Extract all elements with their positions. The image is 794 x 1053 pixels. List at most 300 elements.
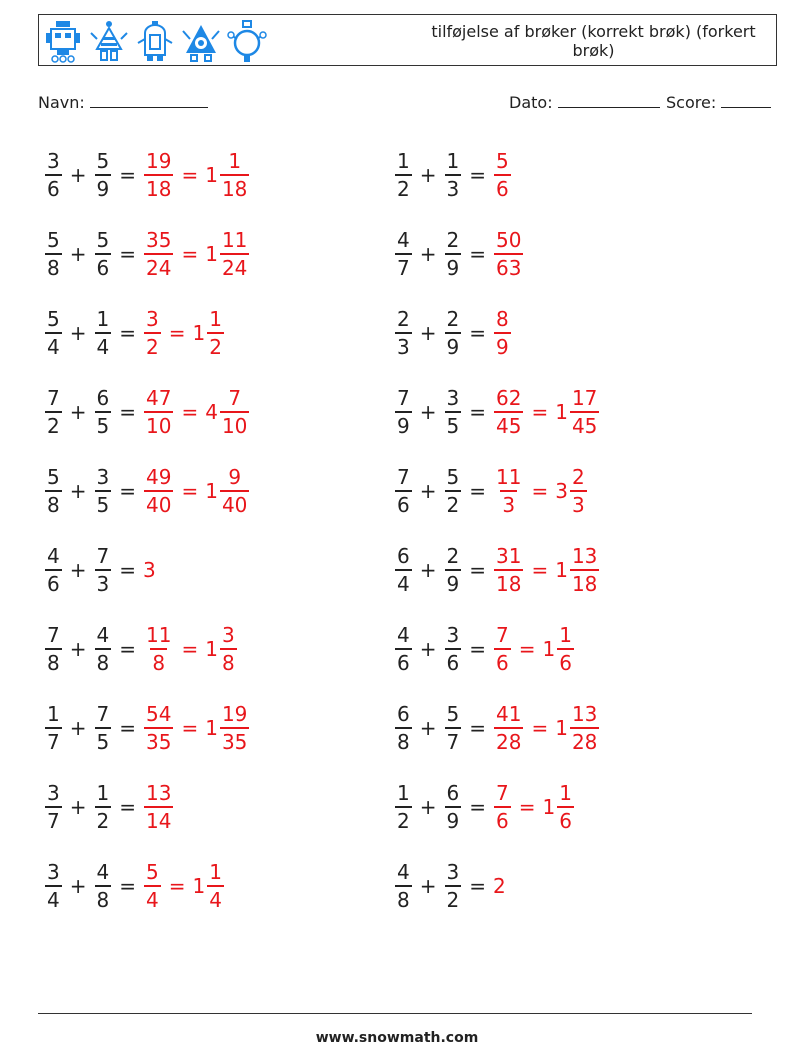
addend-fraction-denominator: 3	[445, 174, 462, 202]
answer-mixed-fraction-numerator: 1	[559, 781, 572, 805]
addend-fraction-denominator: 8	[45, 490, 62, 518]
addend-fraction-numerator: 6	[397, 702, 410, 726]
answer-mixed-fraction-denominator: 35	[220, 727, 249, 755]
equals-sign: =	[119, 242, 136, 266]
equals-sign: =	[119, 400, 136, 424]
answer-improper-fraction-numerator: 11	[146, 623, 172, 647]
answer-mixed-fraction	[207, 306, 224, 360]
answer-improper-fraction-denominator: 18	[144, 174, 173, 202]
addend-fraction	[445, 859, 462, 913]
addend-fraction	[45, 385, 62, 439]
answer-improper-fraction	[144, 306, 161, 360]
date-label: Dato:	[509, 93, 553, 112]
addend-fraction-denominator: 9	[445, 253, 462, 281]
answer-improper-fraction-numerator: 54	[146, 702, 172, 726]
answer-equals-sign: =	[531, 716, 549, 740]
addend-fraction-numerator: 1	[446, 149, 460, 173]
answer-improper-fraction-denominator: 3	[500, 490, 517, 518]
answer-improper-fraction-numerator: 5	[496, 149, 509, 173]
addend-fraction	[45, 859, 62, 913]
answer-improper-fraction-numerator: 13	[146, 781, 172, 805]
addend-fraction-numerator: 5	[96, 149, 110, 173]
addend-fraction-numerator: 4	[47, 544, 60, 568]
addend-fraction	[445, 148, 462, 202]
problem-item	[394, 535, 600, 605]
plus-sign: +	[69, 716, 87, 740]
answer-improper-fraction-numerator: 41	[496, 702, 522, 726]
addend-fraction-denominator: 9	[445, 806, 462, 834]
answer-mixed-fraction-denominator: 6	[557, 806, 574, 834]
answer-equals-sign: =	[531, 558, 549, 582]
addend-fraction-numerator: 5	[446, 465, 460, 489]
addend-fraction-denominator: 2	[45, 411, 62, 439]
addend-fraction-denominator: 3	[95, 569, 112, 597]
addend-fraction-denominator: 6	[45, 569, 62, 597]
score-label: Score:	[666, 93, 717, 112]
addend-fraction	[395, 622, 412, 676]
answer-improper-fraction-denominator: 10	[144, 411, 173, 439]
addend-fraction-numerator: 1	[47, 702, 60, 726]
answer-mixed-fraction-numerator: 9	[228, 465, 242, 489]
answer-mixed-fraction	[220, 464, 249, 518]
answer-mixed-whole: 1	[205, 716, 218, 740]
addend-fraction	[395, 385, 412, 439]
plus-sign: +	[419, 321, 437, 345]
answer-improper-fraction-numerator: 49	[146, 465, 172, 489]
problem-item	[44, 535, 156, 605]
name-field[interactable]	[38, 93, 208, 112]
plus-sign: +	[69, 637, 87, 661]
addend-fraction	[395, 306, 412, 360]
addend-fraction	[45, 148, 62, 202]
addend-fraction	[95, 543, 112, 597]
robot-icon	[181, 19, 221, 63]
equals-sign: =	[119, 637, 136, 661]
addend-fraction-denominator: 9	[445, 569, 462, 597]
addend-fraction-numerator: 2	[446, 307, 460, 331]
addend-fraction-numerator: 6	[446, 781, 460, 805]
addend-fraction	[445, 622, 462, 676]
addend-fraction-numerator: 5	[446, 702, 460, 726]
problem-item	[44, 851, 225, 921]
answer-improper-fraction-numerator: 50	[496, 228, 522, 252]
addend-fraction	[95, 306, 112, 360]
answer-improper-fraction-denominator: 8	[150, 648, 167, 676]
addend-fraction	[445, 701, 462, 755]
answer-improper-fraction-denominator: 18	[494, 569, 523, 597]
addend-fraction-numerator: 3	[446, 386, 460, 410]
addend-fraction-numerator: 1	[397, 149, 410, 173]
addend-fraction-numerator: 4	[96, 860, 110, 884]
robot-icon	[135, 19, 175, 63]
addend-fraction	[45, 543, 62, 597]
addend-fraction-denominator: 7	[395, 253, 412, 281]
answer-mixed-fraction	[220, 148, 249, 202]
addend-fraction	[395, 543, 412, 597]
answer-equals-sign: =	[181, 400, 199, 424]
addend-fraction	[445, 543, 462, 597]
answer-improper-fraction	[494, 464, 523, 518]
addend-fraction-denominator: 8	[45, 253, 62, 281]
problem-item	[394, 140, 512, 210]
answer-mixed-fraction	[570, 464, 587, 518]
answer-improper-fraction-denominator: 14	[144, 806, 173, 834]
answer-mixed-fraction-denominator: 45	[570, 411, 599, 439]
answer-equals-sign: =	[181, 163, 199, 187]
addend-fraction-numerator: 2	[397, 307, 410, 331]
answer-mixed-fraction	[220, 227, 249, 281]
answer-mixed-fraction-numerator: 11	[221, 228, 248, 252]
answer-improper-fraction-denominator: 24	[144, 253, 173, 281]
addend-fraction-numerator: 4	[397, 623, 410, 647]
equals-sign: =	[119, 874, 136, 898]
addend-fraction	[445, 227, 462, 281]
answer-mixed-fraction	[570, 701, 599, 755]
answer-improper-fraction	[494, 148, 511, 202]
addend-fraction-denominator: 2	[395, 174, 412, 202]
plus-sign: +	[419, 479, 437, 503]
footer-url: www.snowmath.com	[315, 1030, 479, 1046]
problem-item	[394, 456, 588, 526]
addend-fraction-denominator: 6	[395, 648, 412, 676]
addend-fraction-numerator: 3	[47, 781, 60, 805]
answer-improper-fraction-numerator: 31	[496, 544, 522, 568]
problem-item	[44, 219, 250, 289]
addend-fraction	[45, 622, 62, 676]
addend-fraction-numerator: 7	[397, 465, 410, 489]
answer-mixed-fraction-denominator: 28	[570, 727, 599, 755]
addend-fraction-numerator: 5	[96, 228, 110, 252]
answer-improper-fraction-denominator: 35	[144, 727, 173, 755]
addend-fraction	[45, 701, 62, 755]
answer-mixed-fraction	[570, 543, 599, 597]
addend-fraction	[95, 622, 112, 676]
addend-fraction	[395, 148, 412, 202]
answer-improper-fraction	[144, 859, 161, 913]
answer-equals-sign: =	[181, 716, 199, 740]
addend-fraction-denominator: 6	[95, 253, 112, 281]
addend-fraction	[395, 780, 412, 834]
answer-improper-fraction-numerator: 3	[146, 307, 159, 331]
addend-fraction-numerator: 3	[446, 860, 460, 884]
addend-fraction-numerator: 5	[47, 465, 60, 489]
addend-fraction	[45, 780, 62, 834]
problem-item	[394, 772, 575, 842]
equals-sign: =	[469, 716, 486, 740]
addend-fraction-denominator: 9	[95, 174, 112, 202]
addend-fraction-denominator: 8	[45, 648, 62, 676]
answer-mixed-whole: 1	[542, 795, 556, 819]
answer-improper-fraction	[144, 780, 173, 834]
addend-fraction-denominator: 8	[95, 648, 112, 676]
answer-mixed-whole: 1	[205, 242, 218, 266]
addend-fraction-numerator: 3	[446, 623, 460, 647]
addend-fraction-numerator: 2	[446, 544, 460, 568]
addend-fraction-denominator: 2	[95, 806, 112, 834]
addend-fraction	[445, 306, 462, 360]
addend-fraction	[95, 701, 112, 755]
plus-sign: +	[419, 716, 437, 740]
plus-sign: +	[419, 163, 437, 187]
answer-mixed-whole: 3	[555, 479, 568, 503]
addend-fraction-denominator: 5	[445, 411, 462, 439]
robot-icon	[43, 19, 83, 63]
answer-mixed-fraction-numerator: 1	[228, 149, 242, 173]
answer-improper-fraction-numerator: 19	[146, 149, 172, 173]
answer-improper-fraction-numerator: 7	[496, 623, 509, 647]
addend-fraction-numerator: 1	[397, 781, 410, 805]
answer-improper-fraction	[144, 227, 173, 281]
answer-mixed-fraction-denominator: 10	[220, 411, 249, 439]
addend-fraction-denominator: 7	[45, 727, 62, 755]
addend-fraction	[45, 227, 62, 281]
addend-fraction-denominator: 6	[395, 490, 412, 518]
problem-item	[394, 851, 506, 921]
addend-fraction-denominator: 8	[95, 885, 112, 913]
answer-improper-fraction	[494, 701, 523, 755]
addend-fraction-denominator: 2	[445, 885, 462, 913]
addend-fraction-denominator: 6	[45, 174, 62, 202]
problem-item	[394, 298, 512, 368]
answer-improper-fraction	[494, 543, 523, 597]
answer-improper-fraction	[144, 385, 173, 439]
plus-sign: +	[419, 637, 437, 661]
robot-icon	[89, 19, 129, 63]
answer-equals-sign: =	[518, 637, 536, 661]
answer-improper-fraction-denominator: 45	[494, 411, 523, 439]
score-field[interactable]	[666, 93, 771, 112]
answer-equals-sign: =	[181, 242, 199, 266]
robot-strip	[43, 19, 267, 63]
addend-fraction-denominator: 2	[395, 806, 412, 834]
answer-mixed-whole: 1	[555, 400, 568, 424]
answer-mixed-whole: 1	[205, 637, 218, 661]
addend-fraction-denominator: 6	[445, 648, 462, 676]
answer-improper-fraction-denominator: 40	[144, 490, 173, 518]
answer-equals-sign: =	[168, 321, 186, 345]
answer-mixed-fraction-denominator: 3	[570, 490, 587, 518]
equals-sign: =	[469, 321, 486, 345]
addend-fraction-numerator: 4	[397, 228, 410, 252]
equals-sign: =	[119, 716, 136, 740]
addend-fraction-numerator: 4	[96, 623, 110, 647]
equals-sign: =	[119, 479, 136, 503]
robot-icon	[227, 19, 267, 63]
answer-improper-fraction-numerator: 7	[496, 781, 509, 805]
answer-mixed-fraction	[220, 701, 249, 755]
problem-item	[44, 140, 250, 210]
answer-improper-fraction-denominator: 63	[494, 253, 523, 281]
addend-fraction-denominator: 5	[95, 411, 112, 439]
answer-improper-fraction-denominator: 6	[494, 648, 511, 676]
plus-sign: +	[419, 795, 437, 819]
answer-mixed-whole: 1	[555, 716, 568, 740]
addend-fraction-numerator: 5	[47, 307, 60, 331]
problem-item	[44, 298, 225, 368]
addend-fraction-numerator: 7	[397, 386, 410, 410]
answer-mixed-fraction-denominator: 2	[207, 332, 224, 360]
problem-item	[44, 693, 250, 763]
answer-mixed-fraction-numerator: 1	[559, 623, 572, 647]
answer-mixed-fraction-denominator: 6	[557, 648, 574, 676]
addend-fraction-numerator: 7	[96, 702, 110, 726]
plus-sign: +	[69, 874, 87, 898]
answer-equals-sign: =	[531, 479, 549, 503]
answer-mixed-fraction-numerator: 2	[571, 465, 585, 489]
plus-sign: +	[69, 795, 87, 819]
problem-item	[44, 377, 250, 447]
answer-mixed-fraction-numerator: 17	[571, 386, 598, 410]
addend-fraction-numerator: 3	[96, 465, 110, 489]
addend-fraction	[95, 780, 112, 834]
answer-improper-fraction	[494, 227, 523, 281]
answer-improper-fraction	[494, 780, 511, 834]
addend-fraction-numerator: 3	[47, 860, 60, 884]
page-title: tilføjelse af brøker (korrekt brøk) (forkert brøk)	[431, 22, 756, 60]
equals-sign: =	[469, 795, 486, 819]
name-label: Navn:	[38, 93, 85, 112]
addend-fraction	[395, 227, 412, 281]
problem-item	[394, 377, 600, 447]
answer-mixed-fraction-denominator: 40	[220, 490, 249, 518]
addend-fraction-numerator: 1	[96, 307, 110, 331]
answer-mixed-whole: 1	[542, 637, 556, 661]
problem-item	[44, 772, 174, 842]
answer-mixed-fraction-numerator: 1	[209, 307, 222, 331]
answer-improper-fraction-numerator: 11	[496, 465, 522, 489]
answer-mixed-fraction-numerator: 7	[228, 386, 242, 410]
answer-equals-sign: =	[181, 637, 199, 661]
answer-improper-fraction-denominator: 2	[144, 332, 161, 360]
answer-mixed-whole: 1	[192, 874, 206, 898]
addend-fraction-numerator: 7	[47, 623, 60, 647]
answer-equals-sign: =	[531, 400, 549, 424]
addend-fraction-denominator: 8	[395, 727, 412, 755]
problem-item	[44, 614, 238, 684]
answer-mixed-fraction	[570, 385, 599, 439]
name-blank[interactable]	[90, 93, 208, 108]
addend-fraction	[395, 464, 412, 518]
addend-fraction-denominator: 2	[445, 490, 462, 518]
addend-fraction	[395, 859, 412, 913]
answer-mixed-fraction-numerator: 3	[221, 623, 235, 647]
addend-fraction-numerator: 1	[96, 781, 110, 805]
addend-fraction-denominator: 4	[95, 332, 112, 360]
plus-sign: +	[419, 400, 437, 424]
addend-fraction	[95, 227, 112, 281]
plus-sign: +	[69, 163, 87, 187]
addend-fraction-denominator: 4	[45, 332, 62, 360]
addend-fraction-denominator: 3	[395, 332, 412, 360]
plus-sign: +	[69, 400, 87, 424]
answer-improper-fraction-numerator: 62	[496, 386, 522, 410]
answer-mixed-whole: 1	[205, 479, 218, 503]
answer-mixed-fraction-numerator: 13	[571, 702, 598, 726]
equals-sign: =	[119, 558, 136, 582]
addend-fraction-numerator: 7	[47, 386, 60, 410]
answer-improper-fraction-numerator: 8	[496, 307, 509, 331]
addend-fraction-denominator: 4	[395, 569, 412, 597]
plus-sign: +	[419, 242, 437, 266]
addend-fraction	[45, 464, 62, 518]
answer-improper-fraction	[494, 622, 511, 676]
addend-fraction-denominator: 5	[95, 490, 112, 518]
addend-fraction	[95, 464, 112, 518]
problem-item	[44, 456, 250, 526]
addend-fraction	[95, 859, 112, 913]
answer-mixed-fraction-denominator: 24	[220, 253, 249, 281]
addend-fraction-numerator: 6	[397, 544, 410, 568]
answer-equals-sign: =	[518, 795, 536, 819]
answer-mixed-fraction	[207, 859, 224, 913]
problem-item	[394, 693, 600, 763]
equals-sign: =	[469, 400, 486, 424]
plus-sign: +	[69, 242, 87, 266]
addend-fraction-numerator: 4	[397, 860, 410, 884]
answer-improper-fraction-denominator: 4	[144, 885, 161, 913]
addend-fraction-denominator: 7	[445, 727, 462, 755]
answer-mixed-whole: 1	[555, 558, 568, 582]
answer-whole: 3	[143, 558, 156, 582]
addend-fraction-numerator: 7	[96, 544, 110, 568]
answer-mixed-fraction	[557, 622, 574, 676]
addend-fraction-numerator: 3	[47, 149, 60, 173]
score-blank[interactable]	[721, 93, 771, 108]
answer-mixed-fraction-numerator: 1	[209, 860, 222, 884]
answer-mixed-fraction	[557, 780, 574, 834]
answer-improper-fraction	[144, 464, 173, 518]
addend-fraction-numerator: 5	[47, 228, 60, 252]
addend-fraction	[445, 385, 462, 439]
answer-mixed-whole: 1	[205, 163, 218, 187]
answer-mixed-fraction-numerator: 13	[571, 544, 598, 568]
answer-improper-fraction-denominator: 6	[494, 806, 511, 834]
answer-improper-fraction-numerator: 5	[146, 860, 159, 884]
equals-sign: =	[469, 479, 486, 503]
plus-sign: +	[419, 874, 437, 898]
date-blank[interactable]	[558, 93, 660, 108]
answer-improper-fraction	[494, 385, 523, 439]
equals-sign: =	[119, 321, 136, 345]
answer-mixed-fraction-denominator: 4	[207, 885, 224, 913]
answer-mixed-fraction	[220, 622, 237, 676]
answer-mixed-fraction-denominator: 18	[570, 569, 599, 597]
answer-mixed-fraction	[220, 385, 249, 439]
equals-sign: =	[469, 637, 486, 661]
date-field[interactable]	[509, 93, 660, 112]
addend-fraction-denominator: 9	[445, 332, 462, 360]
answer-improper-fraction-denominator: 6	[494, 174, 511, 202]
answer-improper-fraction-denominator: 9	[494, 332, 511, 360]
answer-equals-sign: =	[168, 874, 186, 898]
addend-fraction-denominator: 9	[395, 411, 412, 439]
answer-improper-fraction	[144, 701, 173, 755]
addend-fraction-numerator: 2	[446, 228, 460, 252]
addend-fraction	[95, 385, 112, 439]
answer-whole: 2	[493, 874, 506, 898]
answer-mixed-fraction-denominator: 18	[220, 174, 249, 202]
equals-sign: =	[119, 163, 136, 187]
equals-sign: =	[469, 163, 486, 187]
problem-item	[394, 219, 524, 289]
plus-sign: +	[69, 558, 87, 582]
plus-sign: +	[69, 479, 87, 503]
equals-sign: =	[469, 558, 486, 582]
addend-fraction	[445, 464, 462, 518]
answer-equals-sign: =	[181, 479, 199, 503]
answer-improper-fraction-denominator: 28	[494, 727, 523, 755]
answer-mixed-fraction-denominator: 8	[220, 648, 237, 676]
